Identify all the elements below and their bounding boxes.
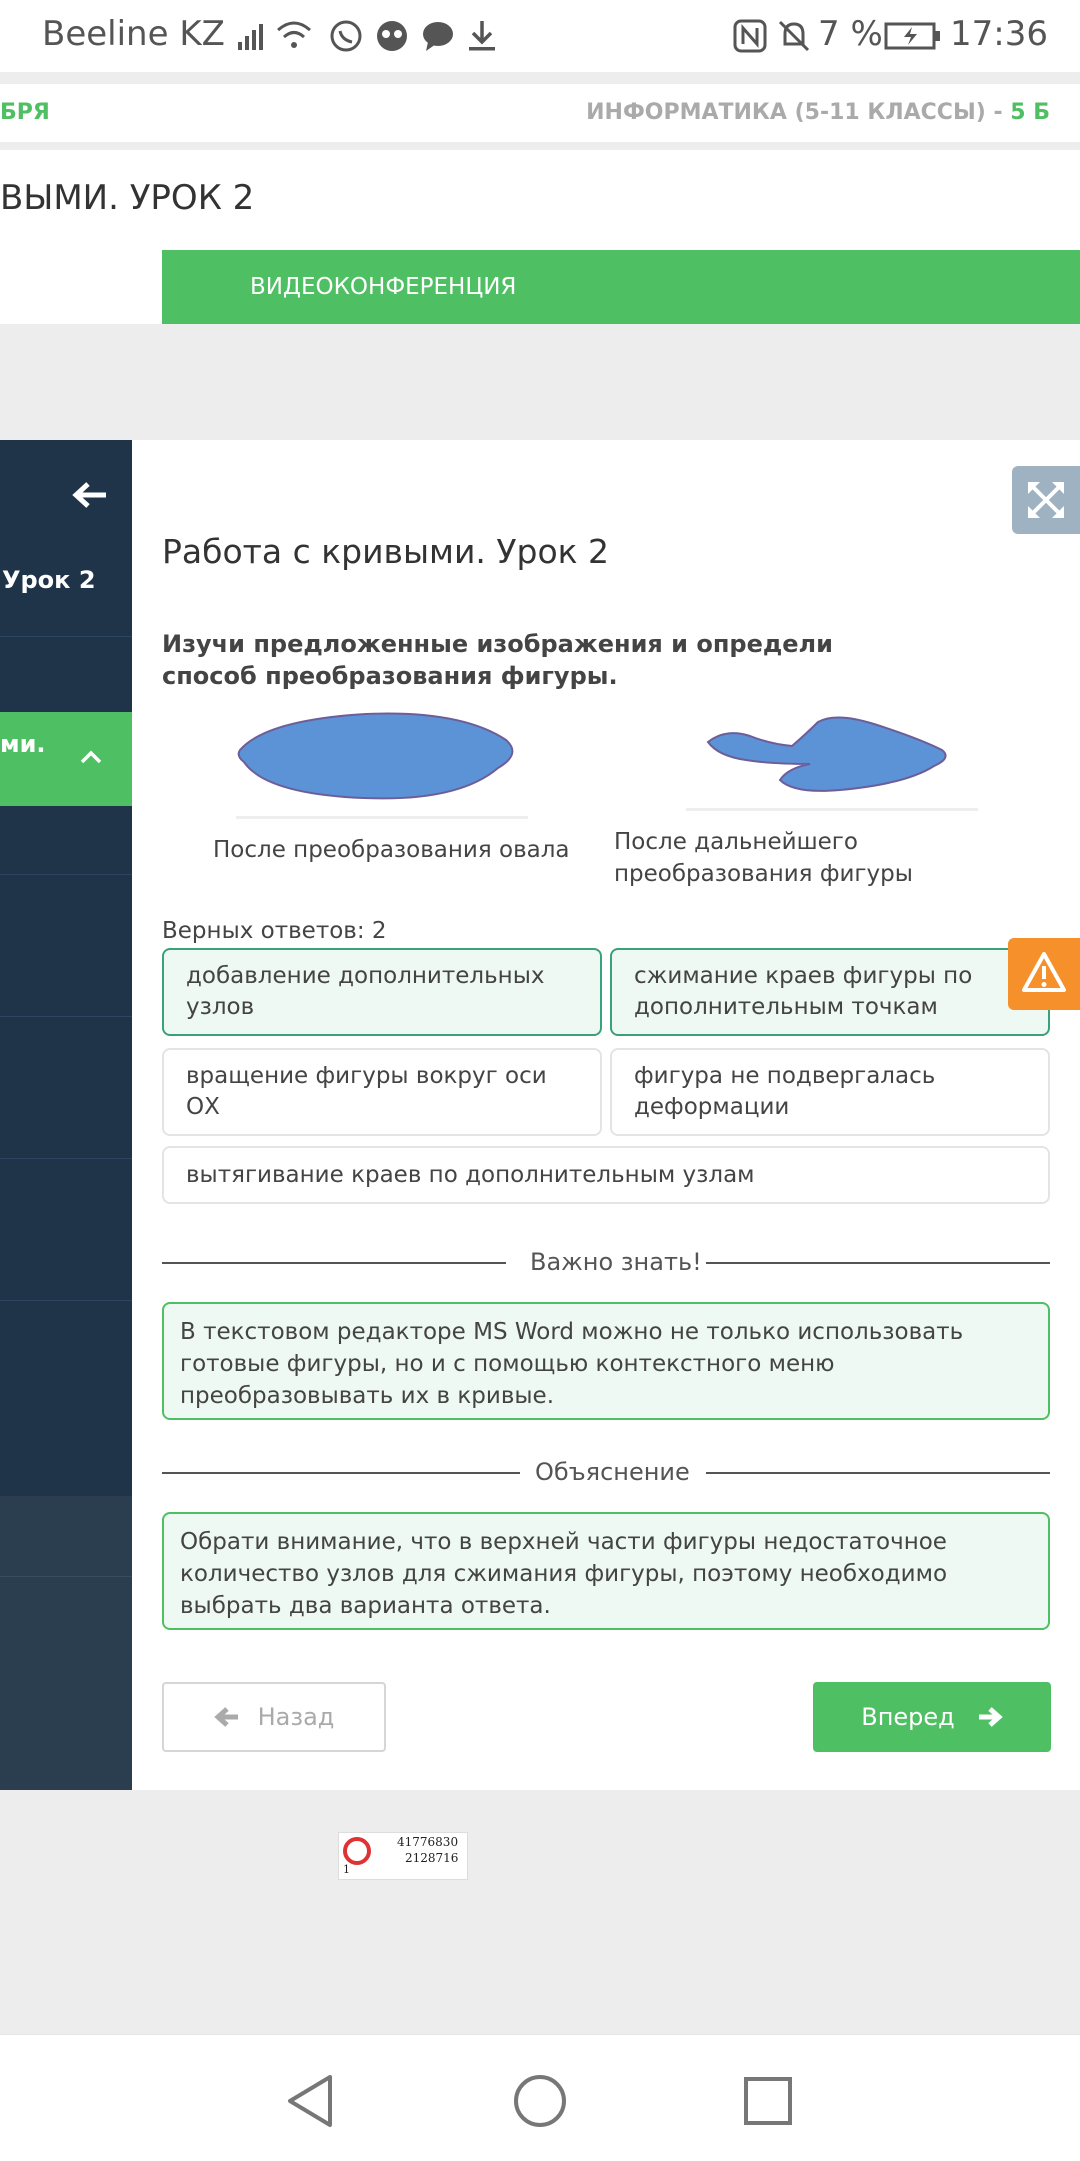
sidebar-item-active-label: ми. (0, 730, 46, 758)
deformed-shape-image (706, 712, 950, 796)
divider-line (162, 1472, 520, 1474)
oval-shape-image (236, 706, 518, 804)
answer-option-label: вытягивание краев по дополнительным узлам (186, 1161, 755, 1188)
answer-option-label: вращение фигуры вокруг оси ОХ (186, 1063, 547, 1120)
arrow-right-icon (977, 1706, 1003, 1728)
whatsapp-icon (328, 18, 364, 54)
answer-option[interactable] (162, 1048, 602, 1136)
app-notification-icon (374, 18, 410, 54)
page-title: Работа с кривыми. Урок 2 (162, 532, 610, 571)
task-instruction: Изучи предложенные изображения и определи способ преобразования фигуры. (162, 630, 833, 690)
sidebar-item[interactable] (0, 1016, 132, 1159)
next-button-label: Вперед (861, 1703, 955, 1731)
divider-line (706, 1472, 1050, 1474)
counter-value-3: 1 (343, 1863, 350, 1876)
visit-counter[interactable] (338, 1832, 468, 1880)
nav-back-icon[interactable] (280, 2071, 340, 2131)
chevron-up-icon (80, 750, 102, 764)
wifi-icon (276, 18, 312, 54)
answer-option[interactable] (610, 1048, 1050, 1136)
sidebar-item[interactable] (0, 636, 132, 713)
explanation-heading: Объяснение (535, 1458, 690, 1486)
answer-option-label: фигура не подвергалась деформации (634, 1063, 936, 1120)
report-problem-button[interactable] (1008, 938, 1080, 1010)
sidebar-item[interactable] (0, 1158, 132, 1301)
sidebar-item-lesson[interactable] (0, 540, 132, 637)
divider-line (706, 1262, 1050, 1264)
chat-icon (420, 18, 456, 54)
sidebar-item[interactable] (0, 874, 132, 1017)
image-caption-oval: После преобразования овала (213, 837, 570, 863)
sidebar-footer (0, 1496, 132, 1790)
nfc-icon (732, 18, 768, 54)
tab-bar (0, 250, 1080, 324)
date-fragment: БРЯ (0, 100, 50, 125)
tab-lesson[interactable] (0, 250, 162, 324)
nav-recents-icon[interactable] (738, 2071, 798, 2131)
warning-icon (1008, 938, 1080, 1010)
expand-icon (1012, 466, 1080, 534)
back-button[interactable] (162, 1682, 386, 1752)
explanation-note: Обрати внимание, что в верхней части фигуры недостаточное количество узлов для сжимания фигуры, поэтому необходимо выбрать два варианта ответа. (162, 1512, 1050, 1630)
mute-bell-icon (776, 18, 812, 54)
image-underline (236, 816, 528, 819)
answer-option[interactable] (162, 1146, 1050, 1204)
grade-label: 5 Б (1010, 100, 1050, 125)
answer-option[interactable] (162, 948, 602, 1036)
sidebar-item[interactable] (0, 1496, 132, 1577)
divider-line (162, 1262, 506, 1264)
system-navigation-bar (0, 2034, 1080, 2161)
lesson-sidebar (0, 440, 132, 1790)
important-note: В текстовом редакторе MS Word можно не только использовать готовые фигуры, но и с помощью контекстного меню преобразовывать их в кривые. (162, 1302, 1050, 1420)
sidebar-item-active[interactable] (0, 712, 132, 806)
sidebar-item-lesson-label: Урок 2 (2, 566, 96, 594)
image-caption-deformed: После дальнейшего преобразования фигуры (614, 829, 913, 887)
clock: 17:36 (950, 14, 1048, 54)
correct-answers-count: Верных ответов: 2 (162, 918, 387, 944)
tab-videoconference[interactable] (162, 250, 1080, 324)
signal-icon (236, 18, 272, 54)
tab-videoconference-label: ВИДЕОКОНФЕРЕНЦИЯ (250, 274, 517, 300)
status-bar (0, 0, 1080, 72)
answer-option-label: сжимание краев фигуры по дополнительным точкам (634, 963, 973, 1020)
arrow-left-icon (214, 1706, 240, 1728)
back-arrow-icon[interactable] (72, 480, 108, 510)
counter-value-2: 2128716 (405, 1851, 459, 1865)
image-underline (686, 808, 978, 811)
battery-percent: 7 % (818, 14, 883, 54)
nav-home-icon[interactable] (510, 2071, 570, 2131)
carrier-name: Beeline KZ (42, 14, 225, 54)
counter-value-1: 41776830 (397, 1835, 459, 1849)
answer-option-label: добавление дополнительных узлов (186, 963, 545, 1020)
download-icon (464, 18, 500, 54)
course-header (0, 84, 1080, 142)
answer-option[interactable] (610, 948, 1050, 1036)
lesson-title-bar (0, 150, 1080, 250)
sidebar-item[interactable] (0, 806, 132, 875)
fullscreen-button[interactable] (1012, 466, 1080, 534)
subject-label (586, 100, 1050, 125)
battery-charging-icon (884, 18, 942, 54)
important-heading: Важно знать! (530, 1248, 702, 1276)
next-button[interactable] (813, 1682, 1051, 1752)
subject-name: ИНФОРМАТИКА (5-11 КЛАССЫ) - (586, 100, 1011, 125)
back-button-label: Назад (257, 1703, 335, 1731)
lesson-title-fragment: ВЫМИ. УРОК 2 (0, 178, 255, 218)
